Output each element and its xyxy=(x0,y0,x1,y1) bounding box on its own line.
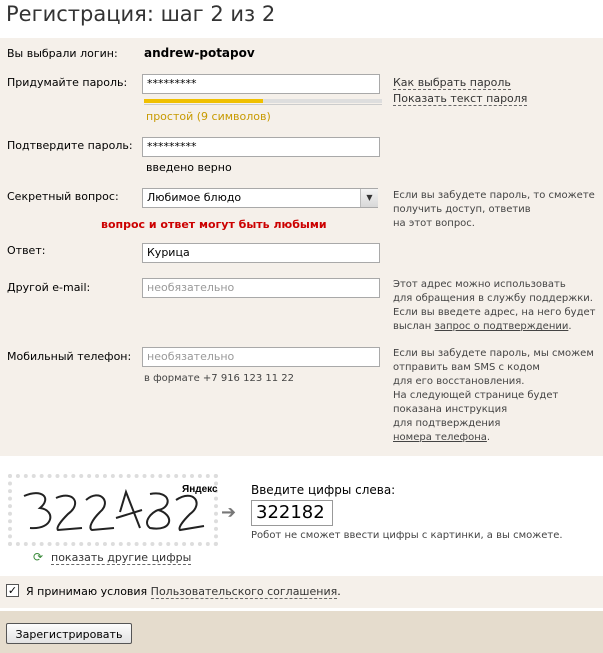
email-label: Другой e-mail: xyxy=(7,281,91,294)
password-input[interactable]: ********* xyxy=(142,74,380,94)
refresh-icon[interactable]: ⟳ xyxy=(33,550,44,564)
phone-number-link[interactable]: номера телефона xyxy=(393,432,487,443)
phone-label: Мобильный телефон: xyxy=(7,350,132,363)
show-password-link[interactable]: Показать текст пароля xyxy=(393,92,528,105)
confirmation-request-link[interactable]: запрос о подтверждении xyxy=(434,321,569,332)
answer-input[interactable]: Курица xyxy=(142,243,380,263)
captcha-image xyxy=(8,474,218,546)
password-label: Придумайте пароль: xyxy=(7,76,128,89)
confirm-label: Подтвердите пароль: xyxy=(7,139,133,152)
page-title: Регистрация: шаг 2 из 2 xyxy=(6,2,276,26)
chevron-down-icon[interactable]: ▼ xyxy=(360,189,378,207)
phone-format: в формате +7 916 123 11 22 xyxy=(144,373,294,384)
divider xyxy=(144,104,382,105)
login-label: Вы выбрали логин: xyxy=(7,47,118,60)
agreement-text: Я принимаю условия Пользовательского соглашения. xyxy=(26,585,341,598)
captcha-note: Робот не сможет ввести цифры с картинки, а вы сможете. xyxy=(251,530,563,541)
confirm-status: введено верно xyxy=(146,161,232,174)
captcha-digits-graphic xyxy=(12,478,218,542)
email-input[interactable] xyxy=(142,278,380,298)
register-button[interactable]: Зарегистрировать xyxy=(6,623,132,644)
password-strength-track xyxy=(144,99,382,103)
password-help-link[interactable]: Как выбрать пароль xyxy=(393,76,511,89)
email-placeholder: необязательно xyxy=(147,281,235,294)
yandex-logo: Яндекс xyxy=(182,484,218,495)
user-agreement-link[interactable]: Пользовательского соглашения xyxy=(150,585,338,598)
phone-hint: Если вы забудете пароль, мы сможем отправить вам SMS с кодом для его восстановления. На следующей странице будет показана инструкция для подтверждения номера телефона. xyxy=(393,348,594,443)
captcha-label: Введите цифры слева: xyxy=(251,483,396,497)
secret-warning: вопрос и ответ могут быть любыми xyxy=(101,218,327,231)
login-value: andrew-potapov xyxy=(144,46,255,60)
secret-question-value: Любимое блюдо xyxy=(147,191,242,204)
show-other-digits-link[interactable]: показать другие цифры xyxy=(51,551,192,564)
captcha-input[interactable]: 322182 xyxy=(251,500,333,526)
arrow-right-icon: ➔ xyxy=(221,502,237,523)
agreement-checkbox[interactable]: ✓ xyxy=(7,584,18,597)
secret-hint: Если вы забудете пароль, то сможете получить доступ, ответив на этот вопрос. xyxy=(393,190,595,229)
phone-placeholder: необязательно xyxy=(147,350,235,363)
answer-label: Ответ: xyxy=(7,244,46,257)
password-strength-text: простой (9 символов) xyxy=(146,110,271,123)
secret-question-select[interactable] xyxy=(142,188,378,208)
email-hint: Этот адрес можно использовать для обращения в службу поддержки. Если вы введете адрес, на него будет выслан запрос о подтверждении. xyxy=(393,279,596,332)
confirm-password-input[interactable]: ********* xyxy=(142,137,380,157)
phone-input[interactable] xyxy=(142,347,380,367)
secret-question-label: Секретный вопрос: xyxy=(7,190,119,203)
password-strength-fill xyxy=(144,99,263,103)
